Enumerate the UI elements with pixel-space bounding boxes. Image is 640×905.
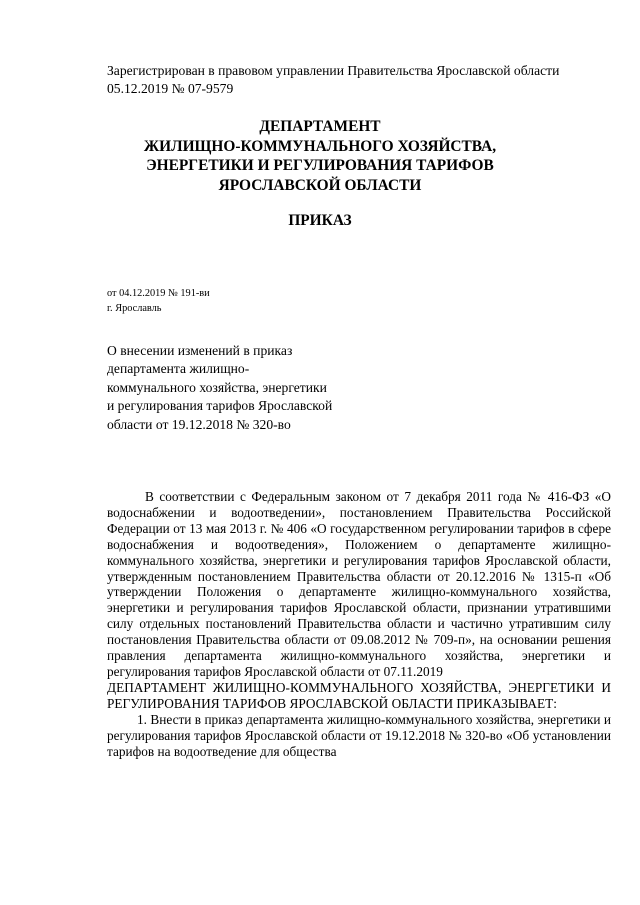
registration-note: Зарегистрирован в правовом управлении Правительства Ярославской области 05.12.2019 № 07-9579 [107, 63, 560, 96]
ordering-clause: ДЕПАРТАМЕНТ ЖИЛИЩНО-КОММУНАЛЬНОГО ХОЗЯЙСТВА, ЭНЕРГЕТИКИ И РЕГУЛИРОВАНИЯ ТАРИФОВ ЯРОСЛАВСКОЙ ОБЛАСТИ ПРИКАЗЫВАЕТ: [107, 679, 611, 711]
item-1-paragraph: 1. Внести в приказ департамента жилищно-коммунального хозяйства, энергетики и регулирования тарифов Ярославской области от 19.12.2018 № 320-во «Об установлении тарифов на водоотведение для общества [107, 711, 611, 759]
order-meta [107, 286, 210, 316]
order-subject: О внесении изменений в приказ департамента жилищно-коммунального хозяйства, энергетики и регулирования тарифов Ярославской области от 19.12.2018 № 320-во [107, 343, 333, 432]
order-date-number: от 04.12.2019 № 191-ви [107, 288, 210, 299]
order-city: г. Ярославль [107, 303, 162, 314]
department-header [100, 117, 540, 195]
preamble-paragraph: В соответствии с Федеральным законом от 7 декабря 2011 года № 416-ФЗ «О водоснабжении и водоотведении», постановлением Правительства Российской Федерации от 13 мая 2013 г. № 406 «О государственном регулировании тарифов в сфере водоснабжения и водоотведения», Положением о департаменте жилищно-коммунального хозяйства, энергетики и регулирования тарифов Ярославской области, утвержденным постановлением Правительства области от 20.12.2016 № 1315-п «Об утверждении Положения о департаменте жилищно-коммунального хозяйства, энергетики и регулирования тарифов Ярославской области, признании утратившими силу отдельных постановлений Правительства области и частично утратившим силу постановления Правительства области от 09.08.2012 № 709-п», на основании решения правления департамента жилищно-коммунального хозяйства, энергетики и регулирования тарифов Ярославской области от 07.11.2019 [107, 489, 611, 679]
order-body [107, 489, 611, 759]
department-line-2: ЖИЛИЩНО-КОММУНАЛЬНОГО ХОЗЯЙСТВА, [143, 137, 497, 155]
department-line-1: ДЕПАРТАМЕНТ [259, 118, 381, 135]
department-line-4: ЯРОСЛАВСКОЙ ОБЛАСТИ [218, 176, 422, 194]
order-title: ПРИКАЗ [288, 212, 352, 229]
department-line-3: ЭНЕРГЕТИКИ И РЕГУЛИРОВАНИЯ ТАРИФОВ [146, 157, 494, 174]
